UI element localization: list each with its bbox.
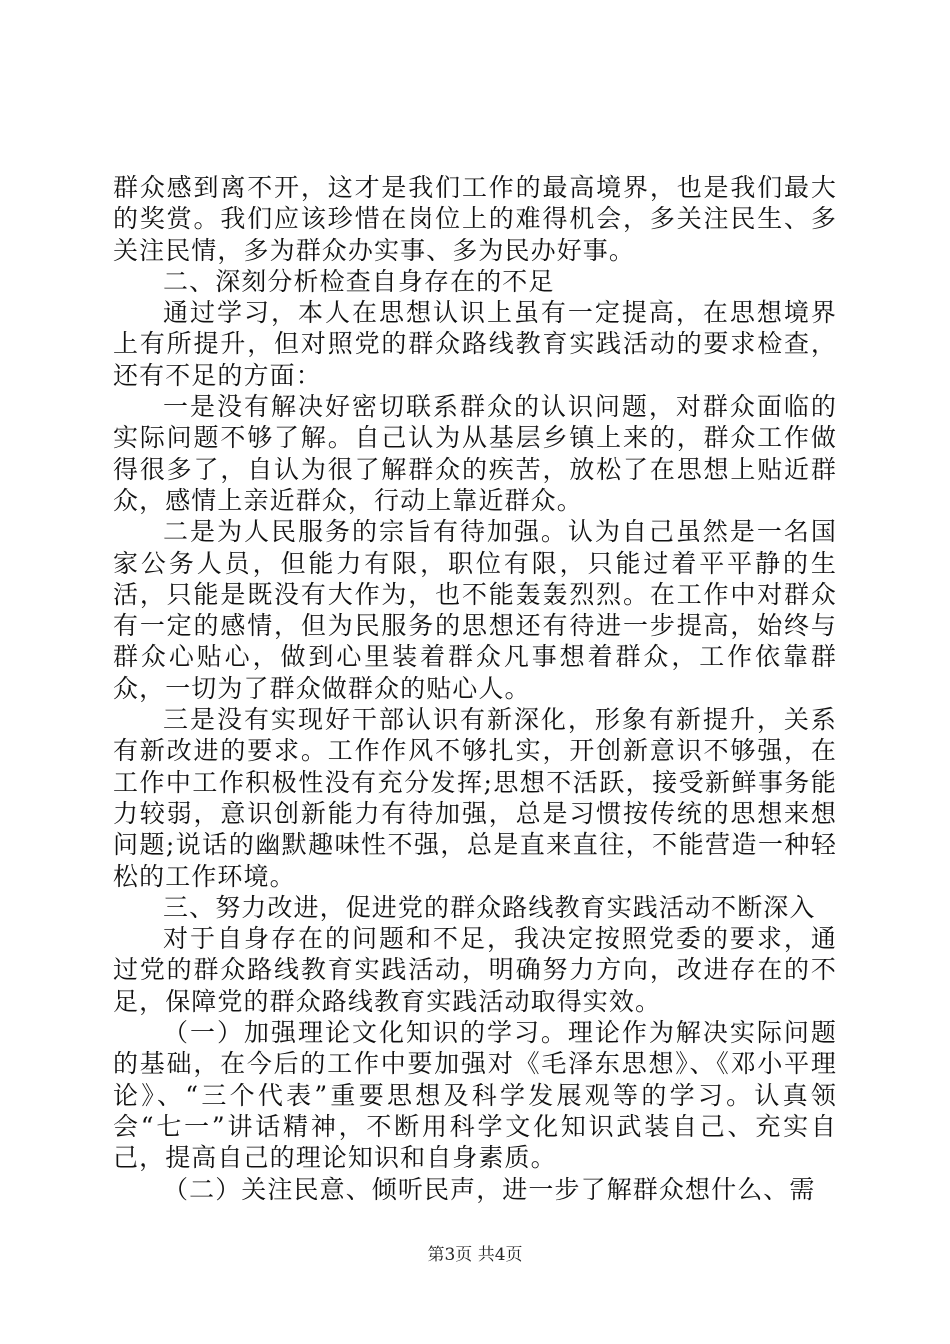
page-number-label: 第3页 共4页 [427, 1245, 523, 1265]
paragraph: 群众感到离不开，这才是我们工作的最高境界，也是我们最大的奖赏。我们应该珍惜在岗位上的难得机会，多关注民生、多关注民情，多为群众办实事、多为民办好事。 [113, 173, 837, 265]
section-heading: 二、深刻分析检查自身存在的不足 [163, 266, 555, 296]
paragraph: 一是没有解决好密切联系群众的认识问题，对群众面临的实际问题不够了解。自己认为从基层乡镇上来的，群众工作做得很多了，自认为很了解群众的疾苦，放松了在思想上贴近群众，感情上亲近群众，行动上靠近群众。 [113, 392, 837, 515]
section-heading: 三、努力改进，促进党的群众路线教育实践活动不断深入 [163, 892, 816, 922]
paragraph: （二）关注民意、倾听民声，进一步了解群众想什么、需 [163, 1174, 816, 1204]
paragraph: 对于自身存在的问题和不足，我决定按照党委的要求，通过党的群众路线教育实践活动，明确努力方向，改进存在的不足，保障党的群众路线教育实践活动取得实效。 [113, 924, 837, 1016]
page-footer [0, 1244, 950, 1266]
paragraph: 二是为人民服务的宗旨有待加强。认为自己虽然是一名国家公务人员，但能力有限，职位有限，只能过着平平静的生活，只能是既没有大作为，也不能轰轰烈烈。在工作中对群众有一定的感情，但为民服务的思想还有待进一步提高，始终与群众心贴心，做到心里装着群众凡事想着群众，工作依靠群众，一切为了群众做群众的贴心人。 [113, 517, 837, 703]
document-body [113, 172, 837, 1205]
paragraph: 通过学习，本人在思想认识上虽有一定提高，在思想境界上有所提升，但对照党的群众路线教育实践活动的要求检查，还有不足的方面： [113, 298, 837, 390]
paragraph: 三是没有实现好干部认识有新深化，形象有新提升，关系有新改进的要求。工作作风不够扎实，开创新意识不够强，在工作中工作积极性没有充分发挥;思想不活跃，接受新鲜事务能力较弱，意识创新能力有待加强，总是习惯按传统的思想来想问题;说话的幽默趣味性不强，总是直来直往，不能营造一种轻松的工作环境。 [113, 705, 837, 891]
paragraph: （一）加强理论文化知识的学习。理论作为解决实际问题的基础，在今后的工作中要加强对《毛泽东思想》、《邓小平理论》、“三个代表”重要思想及科学发展观等的学习。认真领会“七一”讲话精神，不断用科学文化知识武装自己、充实自己，提高自己的理论知识和自身素质。 [113, 1018, 837, 1173]
